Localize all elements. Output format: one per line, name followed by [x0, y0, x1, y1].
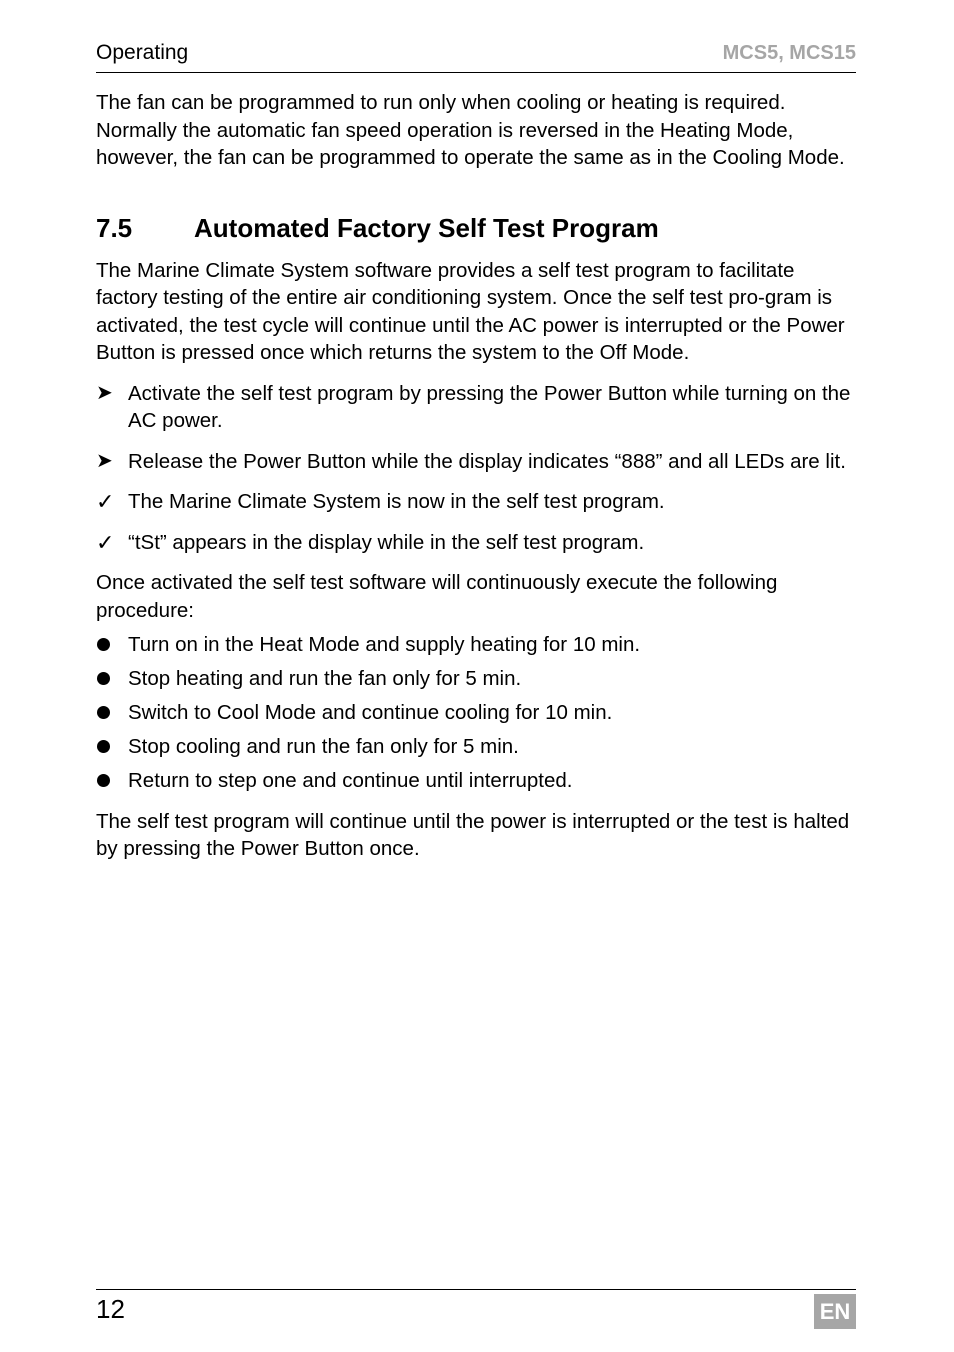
checkmark-icon: ✓ [96, 529, 115, 555]
section-number: 7.5 [96, 212, 133, 243]
arrow-icon: ➤ [96, 381, 113, 404]
section-heading [96, 213, 856, 243]
procedure-item [96, 767, 856, 795]
bullet-icon [96, 665, 128, 693]
result-text: “tSt” appears in the display while in the self test program. [128, 530, 645, 554]
header-model-name: MCS5, MCS15 [722, 42, 856, 64]
step-item [96, 380, 856, 435]
page-header [96, 40, 856, 73]
language-badge: EN [814, 1294, 856, 1329]
step-text: Activate the self test program by pressing the Power Button while turning on the AC power. [128, 381, 851, 432]
arrow-icon: ➤ [96, 449, 113, 472]
bullet-icon [96, 733, 128, 761]
procedure-item [96, 665, 856, 693]
checkmark-icon: ✓ [96, 489, 115, 514]
procedure-item [96, 699, 856, 727]
procedure-text: Switch to Cool Mode and continue cooling for 10 min. [128, 701, 613, 724]
procedure-text: Turn on in the Heat Mode and supply heating for 10 min. [128, 633, 641, 656]
section-title: Automated Factory Self Test Program [194, 212, 659, 243]
procedure-text: Stop heating and run the fan only for 5 min. [128, 667, 522, 690]
page-content [96, 89, 856, 863]
closing-paragraph: The self test program will continue until the power is interrupted or the test is halted by pressing the Power Button once. [96, 809, 850, 860]
step-item [96, 448, 856, 476]
page-number: 12 [96, 1294, 125, 1324]
bullet-icon [96, 631, 128, 659]
result-item [96, 488, 856, 516]
header-section-title: Operating [96, 41, 189, 64]
step-text: Release the Power Button while the display indicates “888” and all LEDs are lit. [128, 449, 846, 473]
section-paragraph: The Marine Climate System software provides a self test program to facilitate factory testing of the entire air conditioning system. Once the self test pro-gram is activated, the test cycle will continue until the AC power is interrupted or the Power Button is pressed once which returns the system to the Off Mode. [96, 258, 845, 364]
bullet-icon [96, 699, 128, 727]
step-list [96, 380, 856, 476]
procedure-text: Stop cooling and run the fan only for 5 min. [128, 735, 519, 758]
result-item [96, 529, 856, 557]
procedure-text: Return to step one and continue until interrupted. [128, 769, 573, 792]
intro-paragraph: The fan can be programmed to run only when cooling or heating is required. Normally the automatic fan speed operation is reversed in the Heating Mode, however, the fan can be programmed to operate the same as in the Cooling Mode. [96, 91, 845, 169]
result-list [96, 488, 856, 556]
bullet-icon [96, 767, 128, 795]
procedure-list [96, 631, 856, 795]
procedure-item [96, 631, 856, 659]
page-footer [96, 1289, 856, 1324]
procedure-intro: Once activated the self test software will continuously execute the following procedure: [96, 571, 778, 622]
procedure-item [96, 733, 856, 761]
result-text: The Marine Climate System is now in the self test program. [128, 490, 665, 513]
